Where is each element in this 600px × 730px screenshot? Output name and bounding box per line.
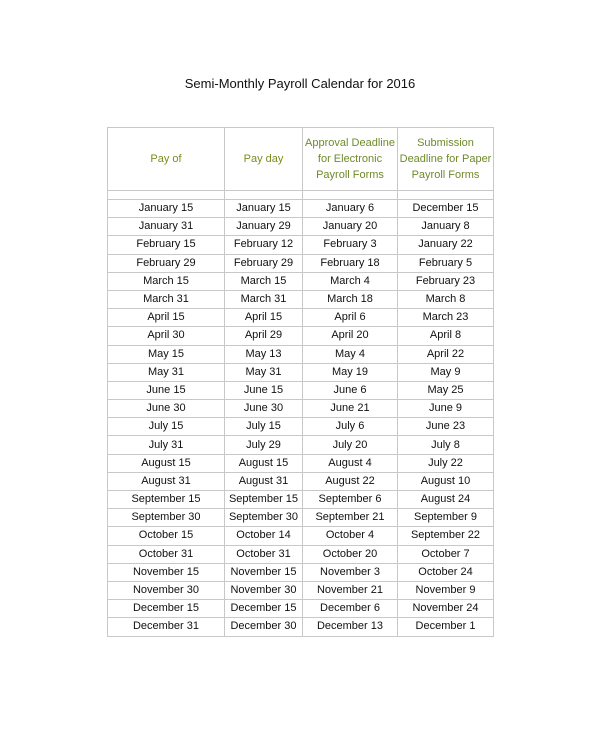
cell-approval-deadline: July 20 bbox=[303, 436, 398, 454]
cell-submission-deadline: November 24 bbox=[398, 600, 494, 618]
cell-submission-deadline: May 9 bbox=[398, 363, 494, 381]
cell-approval-deadline: June 6 bbox=[303, 381, 398, 399]
cell-submission-deadline: May 25 bbox=[398, 381, 494, 399]
cell-approval-deadline: March 4 bbox=[303, 272, 398, 290]
spacer-cell bbox=[303, 191, 398, 200]
table-row bbox=[108, 545, 494, 563]
cell-approval-deadline: November 3 bbox=[303, 563, 398, 581]
cell-approval-deadline: May 4 bbox=[303, 345, 398, 363]
cell-pay-day: March 15 bbox=[225, 272, 303, 290]
cell-pay-of: March 15 bbox=[108, 272, 225, 290]
cell-approval-deadline: January 6 bbox=[303, 200, 398, 218]
cell-pay-of: May 15 bbox=[108, 345, 225, 363]
cell-submission-deadline: June 9 bbox=[398, 400, 494, 418]
table-row bbox=[108, 491, 494, 509]
table-row bbox=[108, 327, 494, 345]
cell-pay-day: June 30 bbox=[225, 400, 303, 418]
cell-approval-deadline: August 22 bbox=[303, 472, 398, 490]
table-row bbox=[108, 254, 494, 272]
cell-approval-deadline: March 18 bbox=[303, 290, 398, 308]
cell-submission-deadline: September 9 bbox=[398, 509, 494, 527]
cell-pay-of: June 30 bbox=[108, 400, 225, 418]
column-header-pay-of: Pay of bbox=[108, 128, 225, 191]
cell-approval-deadline: April 6 bbox=[303, 309, 398, 327]
spacer-cell bbox=[225, 191, 303, 200]
cell-pay-day: April 29 bbox=[225, 327, 303, 345]
table-row bbox=[108, 345, 494, 363]
cell-approval-deadline: September 6 bbox=[303, 491, 398, 509]
table-row bbox=[108, 581, 494, 599]
table-row bbox=[108, 290, 494, 308]
cell-pay-of: January 15 bbox=[108, 200, 225, 218]
table-row bbox=[108, 363, 494, 381]
cell-submission-deadline: October 7 bbox=[398, 545, 494, 563]
table-row bbox=[108, 272, 494, 290]
table-row bbox=[108, 200, 494, 218]
cell-approval-deadline: October 20 bbox=[303, 545, 398, 563]
column-header-submission-deadline: Submission Deadline for Paper Payroll Forms bbox=[398, 128, 494, 191]
cell-submission-deadline: February 5 bbox=[398, 254, 494, 272]
cell-pay-of: March 31 bbox=[108, 290, 225, 308]
cell-approval-deadline: November 21 bbox=[303, 581, 398, 599]
cell-approval-deadline: October 4 bbox=[303, 527, 398, 545]
cell-pay-of: September 30 bbox=[108, 509, 225, 527]
column-header-approval-deadline: Approval Deadline for Electronic Payroll Forms bbox=[303, 128, 398, 191]
table-row bbox=[108, 472, 494, 490]
cell-pay-day: November 15 bbox=[225, 563, 303, 581]
cell-submission-deadline: February 23 bbox=[398, 272, 494, 290]
table-row bbox=[108, 218, 494, 236]
cell-pay-day: January 15 bbox=[225, 200, 303, 218]
cell-submission-deadline: March 8 bbox=[398, 290, 494, 308]
cell-pay-of: February 15 bbox=[108, 236, 225, 254]
cell-pay-of: April 30 bbox=[108, 327, 225, 345]
cell-submission-deadline: December 1 bbox=[398, 618, 494, 636]
cell-pay-of: July 31 bbox=[108, 436, 225, 454]
cell-submission-deadline: August 10 bbox=[398, 472, 494, 490]
cell-pay-day: February 29 bbox=[225, 254, 303, 272]
cell-approval-deadline: December 13 bbox=[303, 618, 398, 636]
table-row bbox=[108, 600, 494, 618]
cell-submission-deadline: October 24 bbox=[398, 563, 494, 581]
cell-pay-of: January 31 bbox=[108, 218, 225, 236]
cell-submission-deadline: November 9 bbox=[398, 581, 494, 599]
table-body bbox=[108, 200, 494, 637]
cell-pay-day: May 31 bbox=[225, 363, 303, 381]
cell-approval-deadline: July 6 bbox=[303, 418, 398, 436]
cell-submission-deadline: January 8 bbox=[398, 218, 494, 236]
cell-submission-deadline: July 8 bbox=[398, 436, 494, 454]
page-title: Semi-Monthly Payroll Calendar for 2016 bbox=[184, 76, 416, 91]
table-row bbox=[108, 436, 494, 454]
table-row bbox=[108, 309, 494, 327]
cell-pay-day: November 30 bbox=[225, 581, 303, 599]
cell-approval-deadline: June 21 bbox=[303, 400, 398, 418]
cell-pay-day: January 29 bbox=[225, 218, 303, 236]
cell-pay-of: June 15 bbox=[108, 381, 225, 399]
cell-pay-of: July 15 bbox=[108, 418, 225, 436]
cell-pay-of: August 15 bbox=[108, 454, 225, 472]
table-row bbox=[108, 563, 494, 581]
table-row bbox=[108, 509, 494, 527]
cell-pay-of: August 31 bbox=[108, 472, 225, 490]
cell-pay-of: November 30 bbox=[108, 581, 225, 599]
cell-approval-deadline: December 6 bbox=[303, 600, 398, 618]
cell-approval-deadline: January 20 bbox=[303, 218, 398, 236]
cell-submission-deadline: September 22 bbox=[398, 527, 494, 545]
cell-submission-deadline: December 15 bbox=[398, 200, 494, 218]
cell-submission-deadline: June 23 bbox=[398, 418, 494, 436]
spacer-cell bbox=[108, 191, 225, 200]
cell-pay-of: May 31 bbox=[108, 363, 225, 381]
cell-approval-deadline: February 18 bbox=[303, 254, 398, 272]
cell-pay-day: December 30 bbox=[225, 618, 303, 636]
cell-pay-day: June 15 bbox=[225, 381, 303, 399]
cell-approval-deadline: May 19 bbox=[303, 363, 398, 381]
table-row bbox=[108, 454, 494, 472]
cell-submission-deadline: April 8 bbox=[398, 327, 494, 345]
column-header-pay-day: Pay day bbox=[225, 128, 303, 191]
cell-submission-deadline: January 22 bbox=[398, 236, 494, 254]
cell-pay-day: July 29 bbox=[225, 436, 303, 454]
cell-pay-day: September 15 bbox=[225, 491, 303, 509]
cell-pay-day: May 13 bbox=[225, 345, 303, 363]
cell-pay-of: December 15 bbox=[108, 600, 225, 618]
spacer-cell bbox=[398, 191, 494, 200]
cell-approval-deadline: April 20 bbox=[303, 327, 398, 345]
cell-pay-of: October 31 bbox=[108, 545, 225, 563]
cell-pay-day: October 14 bbox=[225, 527, 303, 545]
cell-pay-day: April 15 bbox=[225, 309, 303, 327]
table-row bbox=[108, 527, 494, 545]
cell-pay-of: November 15 bbox=[108, 563, 225, 581]
table-row bbox=[108, 418, 494, 436]
cell-submission-deadline: August 24 bbox=[398, 491, 494, 509]
cell-pay-of: September 15 bbox=[108, 491, 225, 509]
cell-pay-of: October 15 bbox=[108, 527, 225, 545]
cell-pay-day: August 31 bbox=[225, 472, 303, 490]
cell-pay-day: March 31 bbox=[225, 290, 303, 308]
table-row bbox=[108, 618, 494, 636]
cell-pay-day: December 15 bbox=[225, 600, 303, 618]
cell-pay-of: February 29 bbox=[108, 254, 225, 272]
cell-pay-day: August 15 bbox=[225, 454, 303, 472]
cell-approval-deadline: September 21 bbox=[303, 509, 398, 527]
cell-approval-deadline: February 3 bbox=[303, 236, 398, 254]
cell-pay-of: December 31 bbox=[108, 618, 225, 636]
payroll-calendar-table bbox=[107, 127, 494, 637]
cell-pay-of: April 15 bbox=[108, 309, 225, 327]
cell-pay-day: July 15 bbox=[225, 418, 303, 436]
cell-approval-deadline: August 4 bbox=[303, 454, 398, 472]
cell-submission-deadline: July 22 bbox=[398, 454, 494, 472]
table-header-row bbox=[108, 128, 494, 191]
cell-submission-deadline: March 23 bbox=[398, 309, 494, 327]
cell-pay-day: February 12 bbox=[225, 236, 303, 254]
table-row bbox=[108, 400, 494, 418]
cell-pay-day: September 30 bbox=[225, 509, 303, 527]
table-row bbox=[108, 236, 494, 254]
header-spacer-row bbox=[108, 191, 494, 200]
cell-pay-day: October 31 bbox=[225, 545, 303, 563]
table-row bbox=[108, 381, 494, 399]
cell-submission-deadline: April 22 bbox=[398, 345, 494, 363]
